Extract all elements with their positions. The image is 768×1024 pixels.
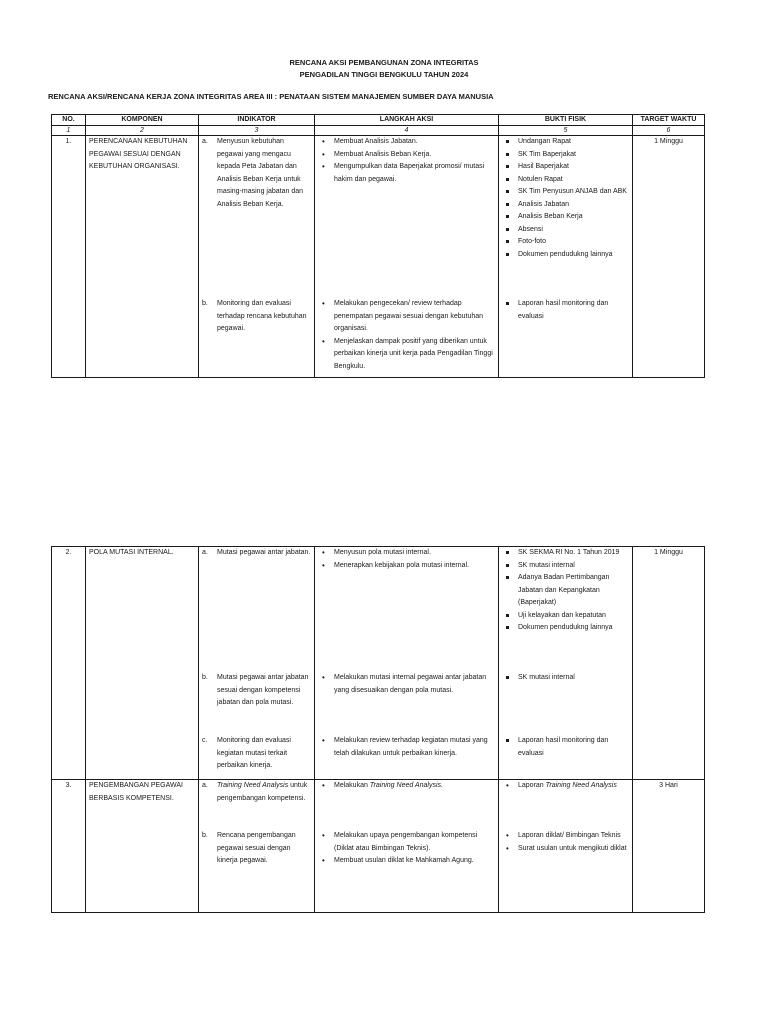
- list-item: Laporan hasil monitoring dan evaluasi: [518, 298, 629, 323]
- langkah-aksi-cell: [315, 136, 499, 378]
- col-header-komponen: KOMPONEN: [86, 115, 199, 126]
- list-item: • Membuat usulan diklat ke Mahkamah Agung.: [334, 855, 495, 868]
- column-number-row: [52, 126, 705, 136]
- col-header-bukti-fisik: BUKTI FISIK: [499, 115, 633, 126]
- list-item: • Membuat Analisis Jabatan.: [334, 136, 495, 149]
- col-header-no: NO.: [52, 115, 86, 126]
- bukti-list: [502, 780, 629, 830]
- bukti-fisik-cell: [499, 136, 633, 378]
- bukti-list: [502, 136, 629, 298]
- bukti-fisik-cell: [499, 780, 633, 913]
- list-item: • Melakukan Training Need Analysis.: [334, 780, 495, 793]
- col-header-target-waktu: TARGET WAKTU: [633, 115, 705, 126]
- target-waktu-cell: 3 Hari: [633, 780, 705, 913]
- langkah-list: [318, 136, 495, 298]
- col-number: 3: [199, 126, 315, 136]
- list-item: • Surat usulan untuk mengikuti diklat: [518, 843, 629, 856]
- action-plan-table-page-1: [51, 114, 705, 378]
- list-item: • Laporan Training Need Analysis: [518, 780, 629, 793]
- bukti-list: [502, 830, 629, 855]
- col-number: 5: [499, 126, 633, 136]
- langkah-aksi-cell: [315, 780, 499, 913]
- target-waktu-cell: 1 Minggu: [633, 547, 705, 780]
- document-subtitle: RENCANA AKSI/RENCANA KERJA ZONA INTEGRITAS AREA III : PENATAAN SISTEM MANAJEMEN SUMBER DAYA MANUSIA: [48, 92, 494, 101]
- indikator-item: a. Mutasi pegawai antar jabatan.: [202, 549, 311, 556]
- list-item: Laporan hasil monitoring dan evaluasi: [518, 735, 629, 760]
- bukti-list: [502, 735, 629, 760]
- list-item: • Menerapkan kebijakan pola mutasi internal.: [334, 560, 495, 573]
- bukti-list: [502, 298, 629, 323]
- list-item: • Mengumpulkan data Baperjakat promosi/ mutasi hakim dan pegawai.: [334, 161, 495, 186]
- table-row: [52, 136, 705, 378]
- indikator-item: b. Rencana pengembangan pegawai sesuai dengan kinerja pegawai.: [202, 832, 296, 864]
- col-number: 2: [86, 126, 199, 136]
- bukti-list: [502, 547, 629, 672]
- list-item: • Laporan diklat/ Bimbingan Teknis: [518, 830, 629, 843]
- list-item: Dokumen pendudukng lainnya: [518, 622, 629, 635]
- bukti-list: [502, 672, 629, 735]
- document-title-line-1: RENCANA AKSI PEMBANGUNAN ZONA INTEGRITAS: [289, 58, 479, 67]
- list-item: • Menjelaskan dampak positif yang diberikan untuk perbaikan kinerja unit kerja pada Pengadilan Tinggi Bengkulu.: [334, 336, 495, 374]
- komponen-cell: PENGEMBANGAN PEGAWAI BERBASIS KOMPETENSI.: [86, 780, 199, 913]
- table-header-row: [52, 115, 705, 126]
- table-row: [52, 547, 705, 780]
- langkah-aksi-cell: [315, 547, 499, 780]
- list-item: SK mutasi internal: [518, 560, 629, 573]
- indikator-item: c. Monitoring dan evaluasi kegiatan mutasi terkait perbaikan kinerja.: [202, 737, 291, 769]
- list-item: • Melakukan review terhadap kegiatan mutasi yang telah dilakukan untuk perbaikan kinerja.: [334, 735, 495, 760]
- list-item: SK SEKMA RI No. 1 Tahun 2019: [518, 547, 629, 560]
- langkah-list: [318, 830, 495, 868]
- list-item: Foto-foto: [518, 236, 629, 249]
- list-item: Notulen Rapat: [518, 174, 629, 187]
- langkah-list: [318, 780, 495, 830]
- list-item: Absensi: [518, 224, 629, 237]
- indikator-item: a. Training Need Analysis untuk pengembangan kompetensi.: [202, 782, 308, 802]
- list-item: • Membuat Analisis Beban Kerja.: [334, 149, 495, 162]
- list-item: SK mutasi internal: [518, 672, 629, 685]
- row-number: 1.: [52, 136, 86, 378]
- list-item: Analisis Beban Kerja: [518, 211, 629, 224]
- col-number: 4: [315, 126, 499, 136]
- target-waktu-cell: 1 Minggu: [633, 136, 705, 378]
- row-number: 2.: [52, 547, 86, 780]
- komponen-cell: POLA MUTASI INTERNAL.: [86, 547, 199, 780]
- indikator-item: a. Menyusun kebutuhan pegawai yang mengacu kepada Peta Jabatan dan Analisis Beban Kerja untuk masing-masing jabatan dan Analisis Beban Kerja.: [202, 138, 303, 208]
- komponen-cell: PERENCANAAN KEBUTUHAN PEGAWAI SESUAI DENGAN KEBUTUHAN ORGANISASI.: [86, 136, 199, 378]
- indikator-item: b. Monitoring dan evaluasi terhadap rencana kebutuhan pegawai.: [202, 300, 307, 332]
- col-header-langkah-aksi: LANGKAH AKSI: [315, 115, 499, 126]
- list-item: • Melakukan pengecekan/ review terhadap penempatan pegawai sesuai dengan kebutuhan organisasi.: [334, 298, 495, 336]
- indikator-item: b. Mutasi pegawai antar jabatan sesuai dengan kompetensi jabatan dan pola mutasi.: [202, 674, 309, 706]
- list-item: Uji kelayakan dan kepatutan: [518, 610, 629, 623]
- list-item: SK Tim Baperjakat: [518, 149, 629, 162]
- list-item: • Menyusun pola mutasi internal.: [334, 547, 495, 560]
- action-plan-table-page-2: [51, 546, 705, 913]
- langkah-list: [318, 298, 495, 373]
- list-item: • Melakukan mutasi internal pegawai antar jabatan yang disesuaikan dengan pola mutasi.: [334, 672, 495, 697]
- indikator-cell: [199, 136, 315, 378]
- table-row: [52, 780, 705, 913]
- document-title-line-2: PENGADILAN TINGGI BENGKULU TAHUN 2024: [299, 70, 469, 79]
- row-number: 3.: [52, 780, 86, 913]
- col-number: 6: [633, 126, 705, 136]
- langkah-list: [318, 735, 495, 760]
- col-number: 1: [52, 126, 86, 136]
- list-item: • Melakukan upaya pengembangan kompetensi (Diklat atau Bimbingan Teknis).: [334, 830, 495, 855]
- list-item: SK Tim Penyusun ANJAB dan ABK: [518, 186, 629, 199]
- list-item: Adanya Badan Pertimbangan Jabatan dan Kepangkatan (Baperjakat): [518, 572, 629, 610]
- list-item: Hasil Baperjakat: [518, 161, 629, 174]
- list-item: Undangan Rapat: [518, 136, 629, 149]
- indikator-cell: [199, 780, 315, 913]
- bukti-fisik-cell: [499, 547, 633, 780]
- list-item: Analisis Jabatan: [518, 199, 629, 212]
- list-item: Dokumen pendudukng lainnya: [518, 249, 629, 262]
- langkah-list: [318, 672, 495, 735]
- indikator-cell: [199, 547, 315, 780]
- langkah-list: [318, 547, 495, 672]
- col-header-indikator: INDIKATOR: [199, 115, 315, 126]
